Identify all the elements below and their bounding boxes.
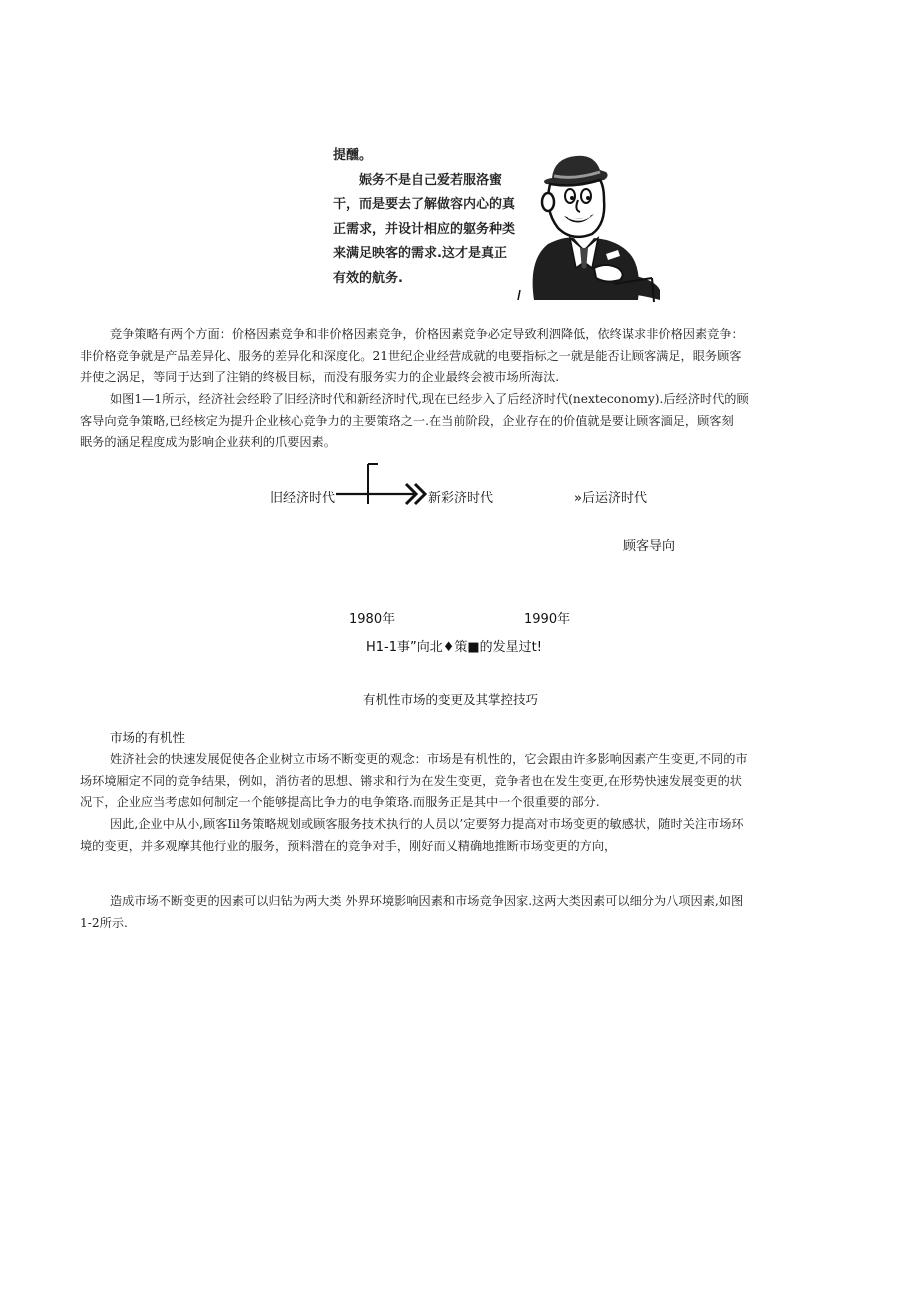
text-line: 非价格竞争就是产品差异化、服务的差异化和深度化。21世纪企业经营成就的电要指标之一就是能否让顾客满足，眼务顾客	[80, 348, 742, 363]
quote-line: 有效的航务.	[333, 270, 403, 286]
label-post-economy: »后运济时代	[574, 491, 647, 506]
paragraph-competitive-strategy	[80, 324, 842, 389]
text-line: 如图1—1所示，经济社会经聆了旧经济时代和新经济时代,现在已经步入了后经济时代(nexteconomy).后经济时代的顾	[110, 392, 749, 406]
text-line: 境的变更，并多观摩其他行业的服务，预料潜在的竞争对手，刚好而乂精确地推断市场变更的方向，	[80, 838, 617, 853]
text-line: 并使之涡足，等同于达到了注销的终极目标，而没有服务实力的企业最终会被市场所海汰.	[80, 370, 560, 385]
subsection-title: 市场的有机性	[110, 730, 186, 745]
quote-box	[333, 144, 518, 291]
quote-line: 提醺。	[333, 148, 373, 163]
text-line: 1-2所示.	[80, 915, 128, 930]
timeline-arrow	[336, 462, 436, 507]
figure-caption: H1-1事”向北♦策■的发星过t!	[366, 640, 542, 655]
text-line: 眠务的涵足程度成为影响企业获利的爪要因素。	[80, 435, 336, 450]
section-title: 有机性市场的变更及其掌控技巧	[363, 692, 539, 707]
quote-line: 干，而是要去了解做容内心的真	[333, 197, 516, 212]
paragraph-market-organic	[80, 749, 842, 814]
text-line: 竞争策略有两个方面：价格因素竞争和非价格因素竞争，价格因素竞争必定导致利泗降低，依终谋求非价格因素竞争：	[110, 327, 744, 341]
label-year-1990: 1990年	[524, 612, 571, 627]
text-line: 姓济社会的快速发展促使各企业树立市场不断变更的观念：市场是有机性的，它会跟由许多影响因素产生变更,不同的市	[110, 752, 748, 766]
label-old-economy: 旧经济时代	[270, 491, 336, 506]
text-line: 况下，企业应当考虑如何制定一个能够提高比争力的电争策珞.而服务正是其中一个很重要的部分.	[80, 795, 600, 810]
quote-line: 娠务不是自己爱若服洛蜜	[359, 172, 503, 188]
paragraph-market-sensitivity	[80, 814, 842, 857]
paragraph-change-factors	[80, 891, 842, 934]
text-line: 因此,企业中从小,顾客Iil务策略规划或顾客服务技术执行的人员以’定要努力提高对市场变更的敏感状，随时关注市场环	[110, 817, 744, 831]
businessman-cartoon-illustration	[514, 150, 664, 305]
text-line: 客导向竞争策略,已经核定为提升企业核心竞争力的主要策珞之一.在当前阶段，企业存在的价值就是要让顾客湎足，顾客刻	[80, 413, 734, 428]
label-year-1980: 1980年	[349, 612, 396, 627]
quote-line: 正需求，并设计相应的躯务种类	[333, 221, 516, 237]
label-customer-orientation: 顾客导向	[623, 539, 676, 554]
text-line: 场环境厢定不同的竞争结果，例如，消彷者的思想、锵求和行为在发生变更，竞争者也在发生变更,在形势快速发展变更的状	[80, 773, 742, 788]
quote-line: 来满足映客的需求.这才是真正	[333, 246, 507, 261]
paragraph-economic-eras	[80, 389, 842, 454]
text-line: 造成市场不断变更的因素可以归钻为两大类 外界环境影响因素和市场竞争因家.这两大类因素可以细分为八项因素,如图	[110, 894, 744, 908]
label-new-economy: 新彩济时代	[428, 491, 494, 506]
